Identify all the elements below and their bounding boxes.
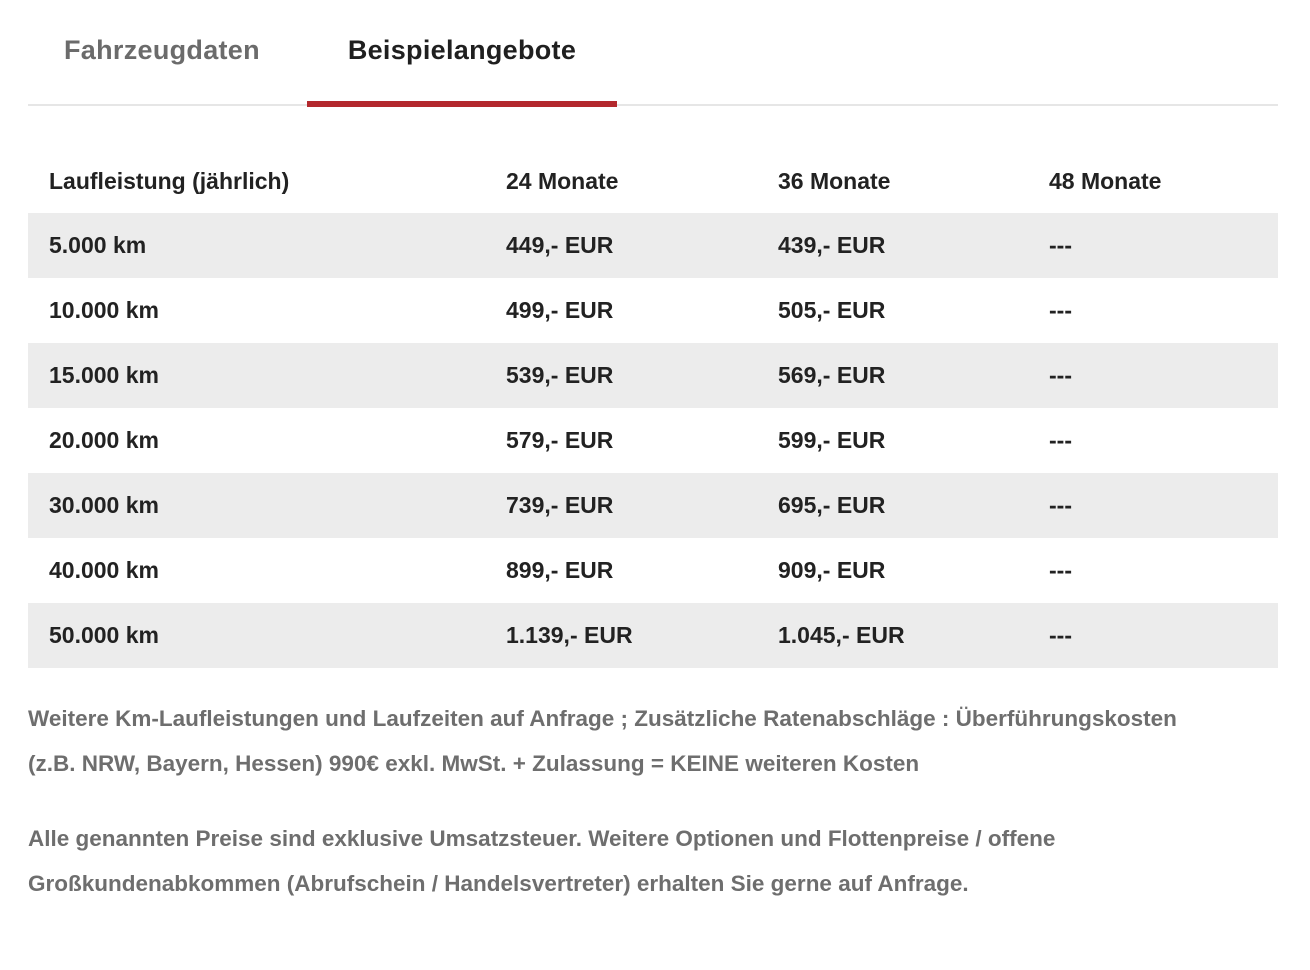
tab-fahrzeugdaten[interactable] [64,0,260,106]
table-row [28,603,1278,668]
table-header-row [28,150,1278,213]
mileage-cell: 10.000 km [49,297,159,323]
pricing-panel [28,0,1278,906]
table-row [28,408,1278,473]
mileage-cell: 40.000 km [49,557,159,583]
price-36-cell: 439,- EUR [757,213,1028,278]
mileage-cell: 20.000 km [49,427,159,453]
mileage-cell: 15.000 km [28,343,485,408]
price-36-cell: 1.045,- EUR [757,603,1028,668]
note-vat-disclaimer [28,816,1278,906]
mileage-cell: 30.000 km [28,473,485,538]
tab-fahrzeugdaten-label: Fahrzeugdaten [64,35,260,65]
price-24-cell: 899,- EUR [506,557,614,583]
tab-bar [28,0,1278,106]
price-24-cell: 499,- EUR [506,297,614,323]
price-48-cell: --- [1049,557,1072,583]
tab-beispielangebote-label: Beispielangebote [347,35,577,65]
price-36-cell: 695,- EUR [757,473,1028,538]
note-line: Großkundenabkommen (Abrufschein / Handelsvertreter) erhalten Sie gerne auf Anfrage. [28,871,969,896]
table-row [28,343,1278,408]
price-36-cell: 909,- EUR [778,557,886,583]
price-48-cell: --- [1049,297,1072,323]
price-24-cell: 579,- EUR [506,427,614,453]
note-line: Alle genannten Preise sind exklusive Umsatzsteuer. Weitere Optionen und Flottenpreise / offene [28,826,1056,851]
price-24-cell: 1.139,- EUR [485,603,757,668]
price-48-cell: --- [1028,603,1278,668]
price-table [28,150,1278,668]
price-48-cell: --- [1028,343,1278,408]
table-row [28,278,1278,343]
table-row [28,213,1278,278]
note-mileage-surcharges [28,696,1278,786]
header-48-months: 48 Monate [1049,168,1162,194]
active-tab-indicator [307,101,617,107]
price-36-cell: 505,- EUR [778,297,886,323]
price-24-cell: 739,- EUR [485,473,757,538]
note-line: (z.B. NRW, Bayern, Hessen) 990€ exkl. MwSt. + Zulassung = KEINE weiteren Kosten [28,751,920,776]
mileage-cell: 50.000 km [28,603,485,668]
price-24-cell: 539,- EUR [485,343,757,408]
table-row [28,473,1278,538]
price-48-cell: --- [1028,213,1278,278]
mileage-cell: 5.000 km [28,213,485,278]
table-row [28,538,1278,603]
price-48-cell: --- [1028,473,1278,538]
tab-beispielangebote[interactable] [307,0,617,106]
price-48-cell: --- [1049,427,1072,453]
header-mileage: Laufleistung (jährlich) [49,168,290,194]
note-line: Weitere Km-Laufleistungen und Laufzeiten auf Anfrage ; Zusätzliche Ratenabschläge : Überführungskosten [28,706,1177,731]
price-24-cell: 449,- EUR [485,213,757,278]
price-36-cell: 569,- EUR [757,343,1028,408]
price-36-cell: 599,- EUR [778,427,886,453]
header-36-months: 36 Monate [778,168,891,194]
header-24-months: 24 Monate [506,168,619,194]
